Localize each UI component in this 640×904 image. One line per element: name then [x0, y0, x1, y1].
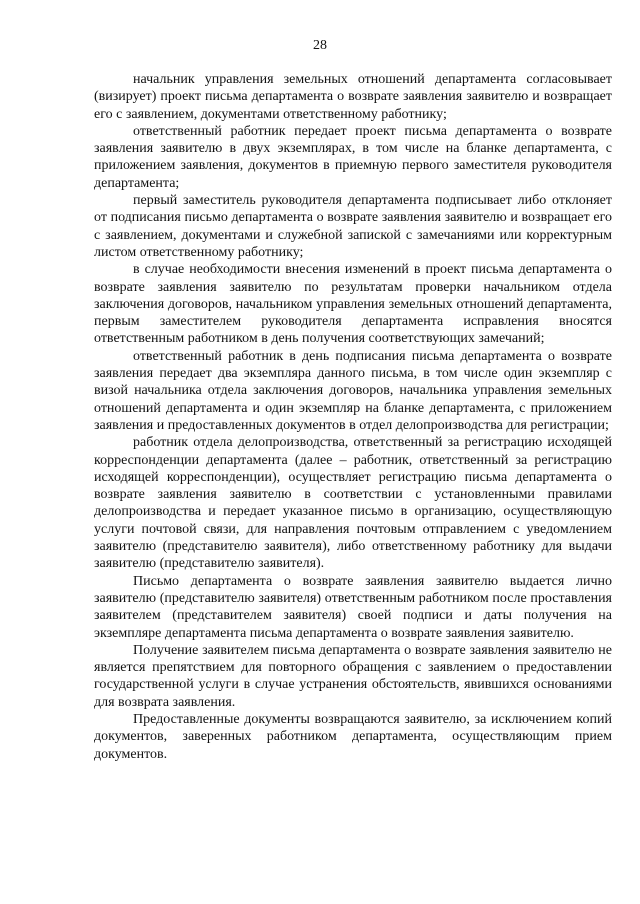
- paragraph: Письмо департамента о возврате заявления заявителю выдается лично заявителю (представителю заявителя) ответственным работником после проставления заявителем (представителем заявителя) своей подписи и даты получения на экземпляре департамента письма департамента о возврате заявления заявителю.: [94, 573, 612, 641]
- paragraph: Получение заявителем письма департамента о возврате заявления заявителю не является препятствием для повторного обращения с заявлением о предоставлении государственной услуги в случае устранения обстоятельств, явившихся основаниями для возврата заявления.: [94, 642, 612, 710]
- paragraph: ответственный работник передает проект письма департамента о возврате заявления заявителю в двух экземплярах, в том числе на бланке департамента, с приложением заявления, документов в приемную первого заместителя руководителя департамента;: [94, 123, 612, 191]
- paragraph: ответственный работник в день подписания письма департамента о возврате заявления передает два экземпляра данного письма, в том числе один экземпляр с визой начальника отдела заключения договоров, начальника управления земельных отношений департамента и один экземпляр на бланке департамента, с приложением заявления и предоставленных документов в отдел делопроизводства для регистрации;: [94, 348, 612, 433]
- paragraph: начальник управления земельных отношений департамента согласовывает (визирует) проект письма департамента о возврате заявления заявителю и возвращает его с заявлением, документами ответственному работнику;: [94, 72, 612, 122]
- paragraph: в случае необходимости внесения изменений в проект письма департамента о возврате заявления заявителю по результатам проверки начальником отдела заключения договоров, начальником управления земельных отношений департамента, первым заместителем руководителя департамента исправления вносятся ответственным работником в день получения соответствующих замечаний;: [94, 262, 612, 347]
- paragraph: работник отдела делопроизводства, ответственный за регистрацию исходящей корреспонденции департамента (далее – работник, ответственный за регистрацию исходящей корреспонденции), осуществляет регистрацию письма департамента о возврате заявления заявителю в соответствии с установленными правилами делопроизводства и передает указанное письмо в организацию, осуществляющую услуги почтовой связи, для направления почтовым отправлением с уведомлением заявителю (представителю заявителя), либо ответственному работнику для выдачи заявителю (представителю заявителя).: [94, 435, 612, 572]
- document-body: [94, 71, 612, 763]
- paragraph: первый заместитель руководителя департамента подписывает либо отклоняет от подписания письмо департамента о возврате заявления заявителю и возвращает его с заявлением, документами и служебной запиской с замечаниями или корректурным листом ответственному работнику;: [94, 193, 612, 260]
- paragraph: Предоставленные документы возвращаются заявителю, за исключением копий документов, заверенных работником департамента, осуществляющим прием документов.: [94, 711, 612, 762]
- page-number: 28: [313, 38, 327, 53]
